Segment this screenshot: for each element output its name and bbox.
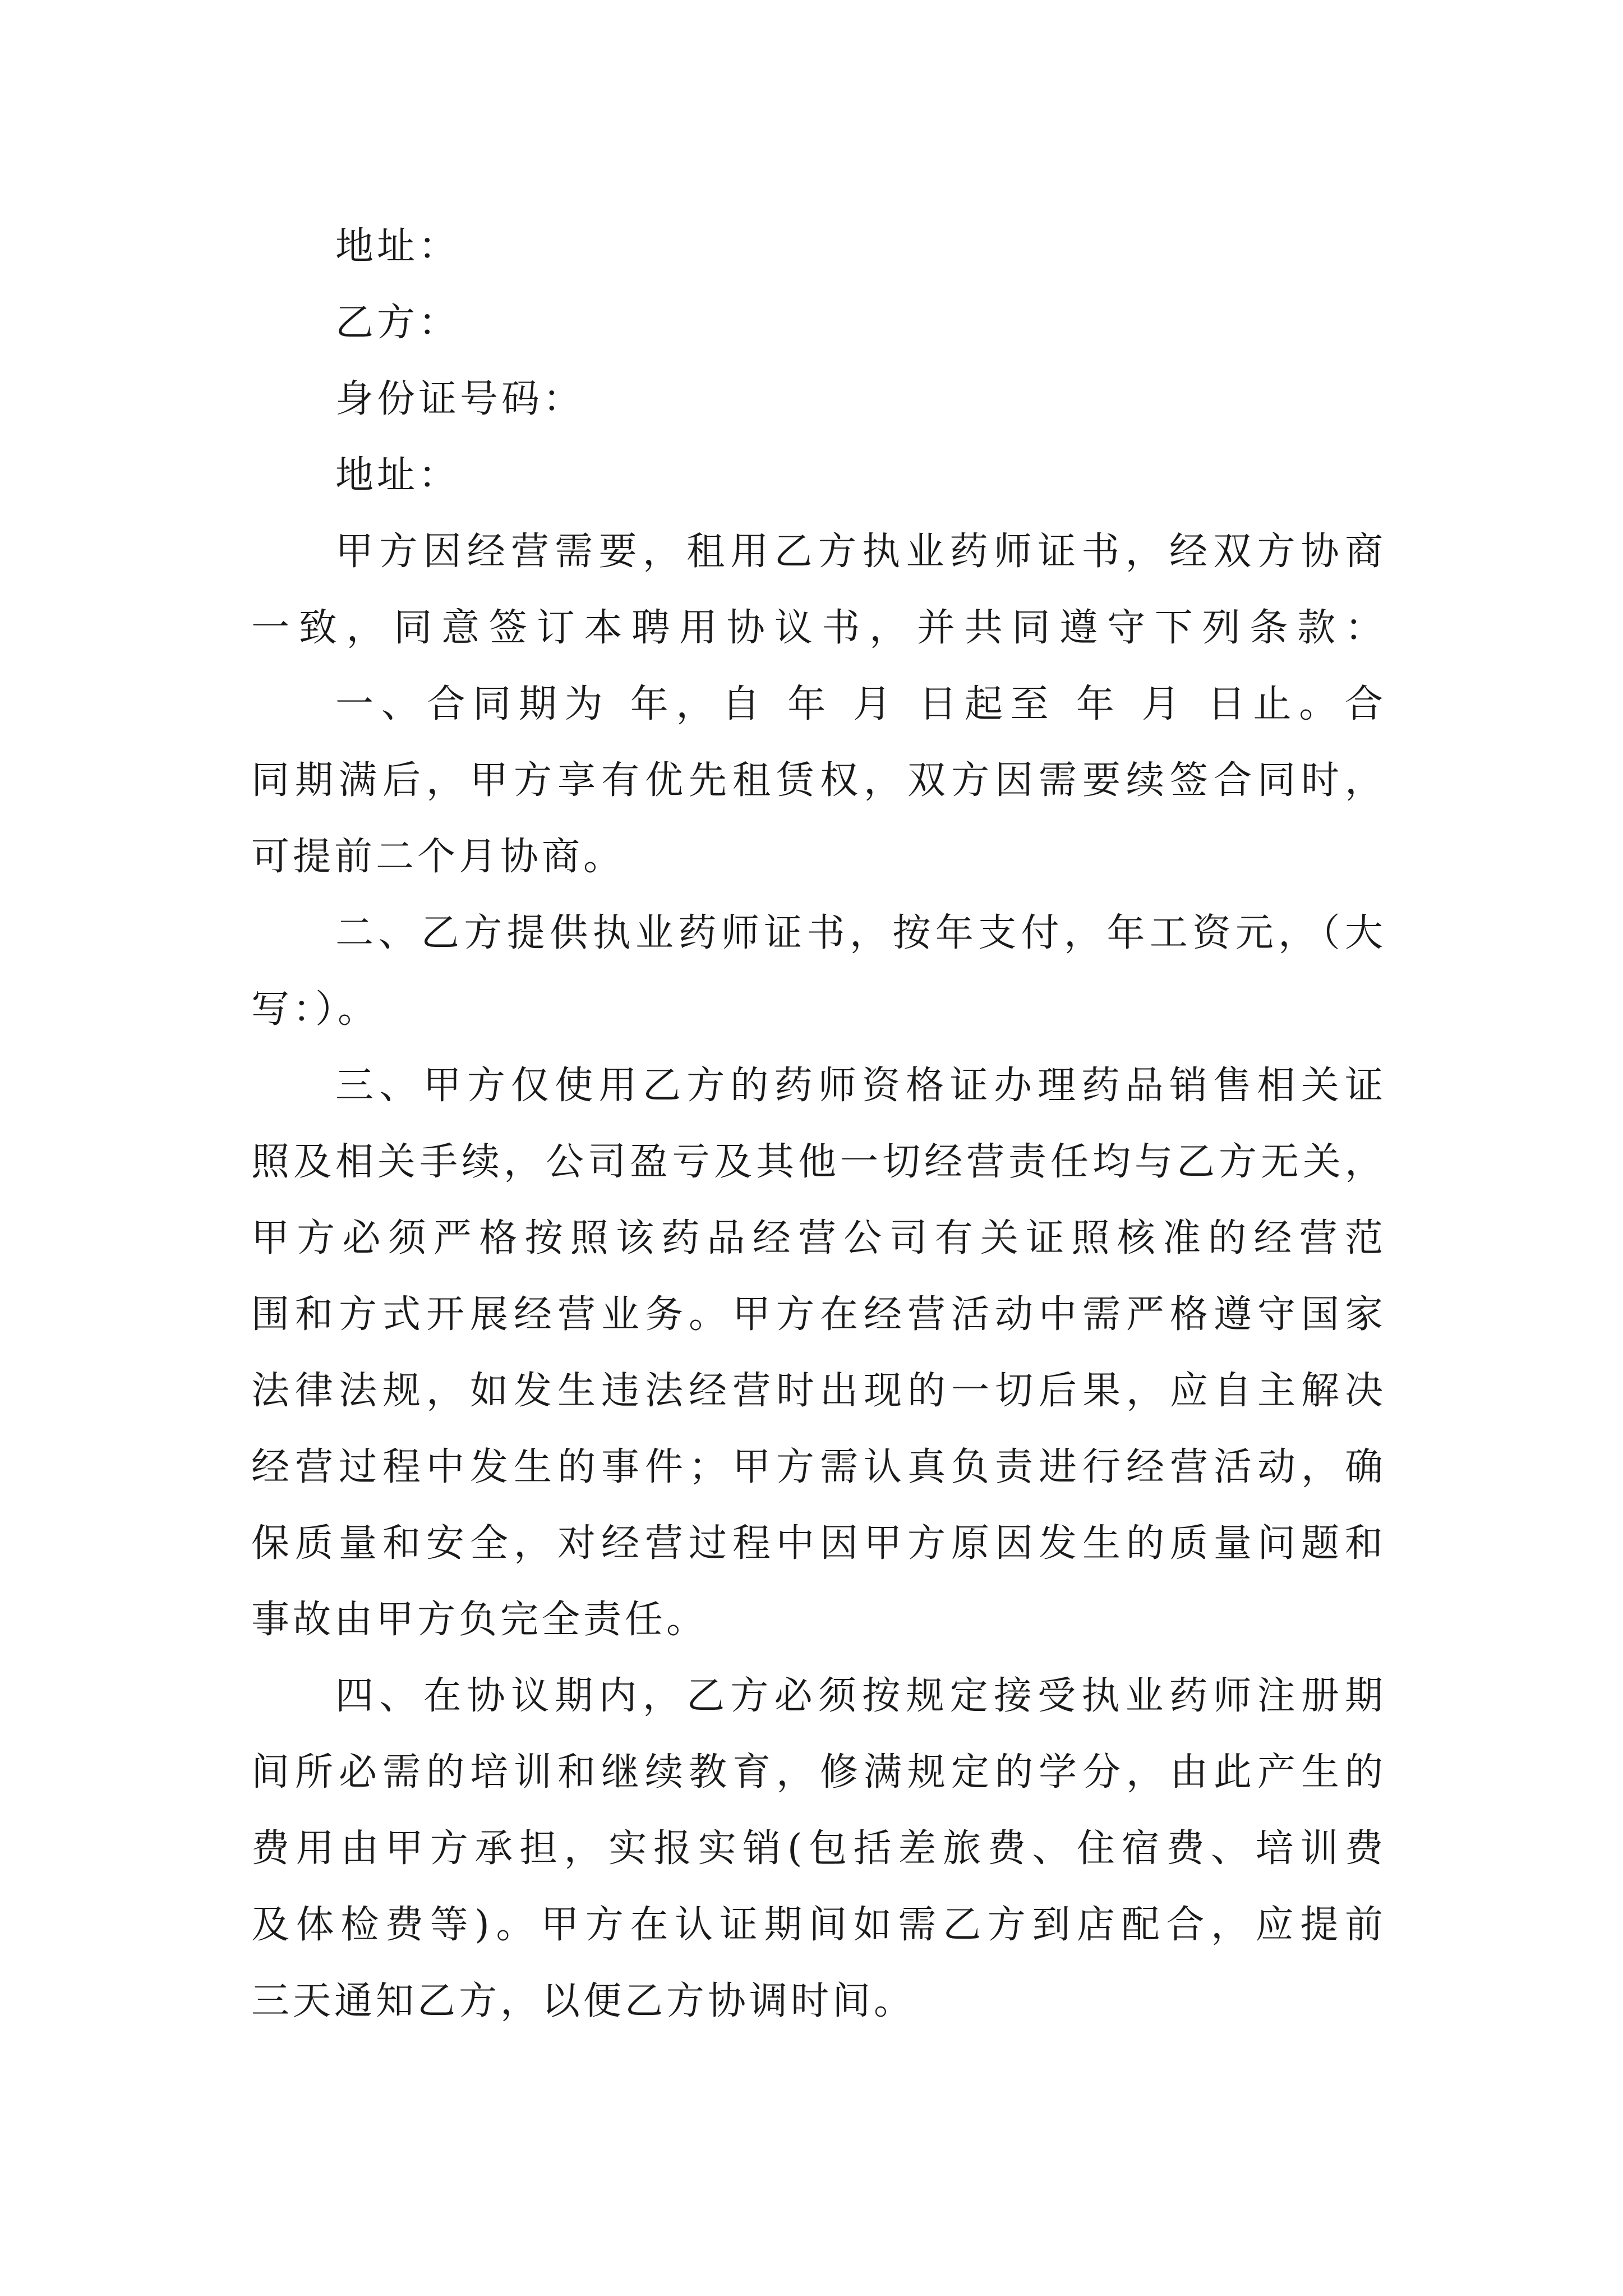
paragraph-line: 三天通知乙方，以便乙方协调时间。 xyxy=(251,1979,916,2023)
clause-3-responsibility xyxy=(251,1048,1386,1658)
clause-1-term xyxy=(251,666,1386,895)
intro-paragraph xyxy=(251,514,1386,666)
paragraph-line: 写：）。 xyxy=(251,987,380,1032)
paragraph-line: 间所必需的培训和继续教育，修满规定的学分，由此产生的 xyxy=(251,1750,1386,1795)
paragraph-line: 保质量和安全，对经营过程中因甲方原因发生的质量问题和 xyxy=(251,1521,1386,1566)
paragraph-line: 一、合同期为 年，自 年 月 日起至 年 月 日止。合 xyxy=(335,682,1386,726)
paragraph-line: 费用由甲方承担，实报实销(包括差旅费、住宿费、培训费 xyxy=(251,1826,1386,1871)
paragraph-line: 法律法规，如发生违法经营时出现的一切后果，应自主解决 xyxy=(251,1369,1386,1413)
paragraph-line: 二、乙方提供执业药师证书，按年支付，年工资元，（大 xyxy=(335,911,1386,955)
clause-4-training xyxy=(251,1658,1386,2040)
paragraph-line: 四、在协议期内，乙方必须按规定接受执业药师注册期 xyxy=(335,1674,1386,1718)
address-field-a: 地址： xyxy=(335,224,460,269)
paragraph-line: 照及相关手续，公司盈亏及其他一切经营责任均与乙方无关， xyxy=(251,1140,1386,1184)
document-body xyxy=(251,209,1386,2040)
paragraph-line: 甲方必须严格按照该药品经营公司有关证照核准的经营范 xyxy=(251,1216,1386,1260)
paragraph-line: 甲方因经营需要，租用乙方执业药师证书，经双方协商 xyxy=(335,530,1386,574)
party-b-field: 乙方： xyxy=(335,301,460,345)
paragraph-line: 围和方式开展经营业务。甲方在经营活动中需严格遵守国家 xyxy=(251,1292,1386,1337)
paragraph-line: 三、甲方仅使用乙方的药师资格证办理药品销售相关证 xyxy=(335,1064,1386,1108)
paragraph-line: 及体检费等)。甲方在认证期间如需乙方到店配合，应提前 xyxy=(251,1903,1386,1947)
paragraph-line: 经营过程中发生的事件；甲方需认真负责进行经营活动，确 xyxy=(251,1445,1386,1489)
address-field-b: 地址： xyxy=(335,453,460,498)
id-number-field: 身份证号码： xyxy=(335,377,585,421)
paragraph-line: 同期满后，甲方享有优先租赁权，双方因需要续签合同时， xyxy=(251,758,1386,803)
clause-2-payment xyxy=(251,895,1386,1048)
paragraph-line: 一致，同意签订本聘用协议书，并共同遵守下列条款： xyxy=(251,606,1386,650)
paragraph-line: 可提前二个月协商。 xyxy=(251,835,625,879)
paragraph-line: 事故由甲方负完全责任。 xyxy=(251,1598,708,1642)
